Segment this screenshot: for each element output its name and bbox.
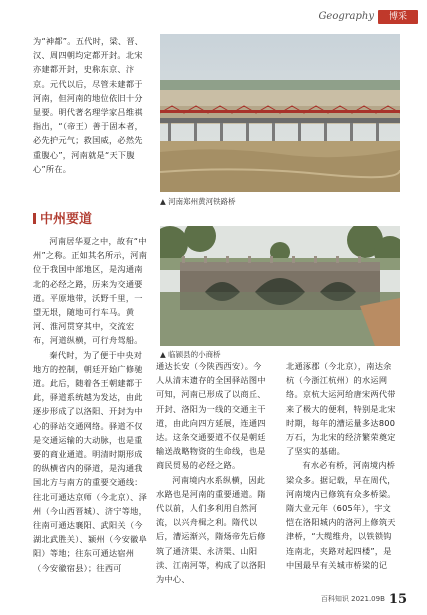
page-footer (321, 592, 407, 607)
paragraph: 北通涿郡（今北京），南达余杭（今浙江杭州）的水运网络。京杭大运河给唐宋两代带来了极大的便利，特别是北宋时期，每年的漕运量多达800万石，为北宋的经济繁荣奠定了坚实的基础。 (286, 361, 396, 457)
photo-yellow-river-bridge (160, 34, 400, 192)
page-number: 15 (388, 592, 407, 607)
footer-text: 百科知识 2021.09B (320, 595, 385, 603)
page-header (310, 10, 420, 26)
paragraph: 通达长安（今陕西西安）。今人从清末遗存的全国驿站图中可知，河南已形成了以商丘、开封、洛阳为一线的交通主干道，由此向四方延展，连通四达。这条交通要道不仅是朝廷输送战略物资的生命线，也是商民贸易的必经之路。 (156, 361, 266, 471)
paragraph: 秦代时，为了便于中央对地方的控制，朝廷开始广修驰道。此后，随着各王朝建都于此，驿道系统越为发达，由此逐步形成了以洛阳、开封为中心的驿站交通网络。驿道不仅是交通运输的大动脉，也是重要的商业通道。明清时期形成的纵横省内的驿道，是沟通我国北方与南方的重要交通线：往北可通达京师（今北京）、泽州（今山西晋城）、济宁等地，往南可通达襄阳、武阳关（今湖北武胜关）、颍州（今安徽阜阳）等地；往东可通达宿州（今安徽宿县）；往西可 (33, 349, 148, 573)
photo1-caption: ▲ 河南郑州黄河铁路桥 (160, 197, 236, 206)
heading-bar (33, 213, 36, 224)
section-tag: 博采 (378, 10, 418, 24)
column2 (156, 359, 268, 586)
section-title: 中州要道 (40, 212, 93, 227)
photo2-caption: ▲ 临颍县的小商桥 (160, 350, 221, 359)
paragraph: 为“神都”。五代时，梁、晋、汉、周四朝均定都开封。北宋亦建都开封，史称东京、汴京。元代以后，尽管未建都于河南，但河南的地位依旧十分显要。明代著名理学家吕维祺指出，“（帝王）善于固本者，必先护元气；救国威，必然先重腹心”，河南就是“天下腹心”所在。 (33, 36, 144, 174)
paragraph: 有水必有桥，河南境内桥梁众多。据记载，早在周代，河南境内已修筑有众多桥梁。隋大业元年（605年），宇文恺在洛阳城内的洛河上修筑天津桥，“大缆维舟，以铁锁钩连南北，夹路对起四楼”，是中国最早有关城市桥梁的记 (286, 460, 396, 570)
paragraph: 河南境内水系纵横，因此水路也是河南的重要通道。隋代以前，人们多利用自然河流，以兴舟楫之利。隋代以后，漕运渐兴，隋炀帝先后修筑了通济渠、永济渠、山阳渎、江南河等，构成了以洛阳为中心、 (156, 474, 266, 585)
section-heading (33, 208, 92, 227)
column1-bottom (33, 234, 148, 575)
photo-xiaoshang-bridge (160, 226, 400, 346)
column1-top (33, 34, 148, 176)
magazine-name: Geography (318, 11, 374, 22)
paragraph: 河南居华夏之中，故有“中州”之称。正如其名所示，河南位于我国中部地区，是沟通南北的必经之路，历来为交通要道。平原地带，沃野千里，一望无垠，随地可行车马。黄河、淮河贯穿其中，交流宏布，河道纵横，可行舟驾船。 (33, 236, 148, 346)
column3 (286, 359, 398, 572)
